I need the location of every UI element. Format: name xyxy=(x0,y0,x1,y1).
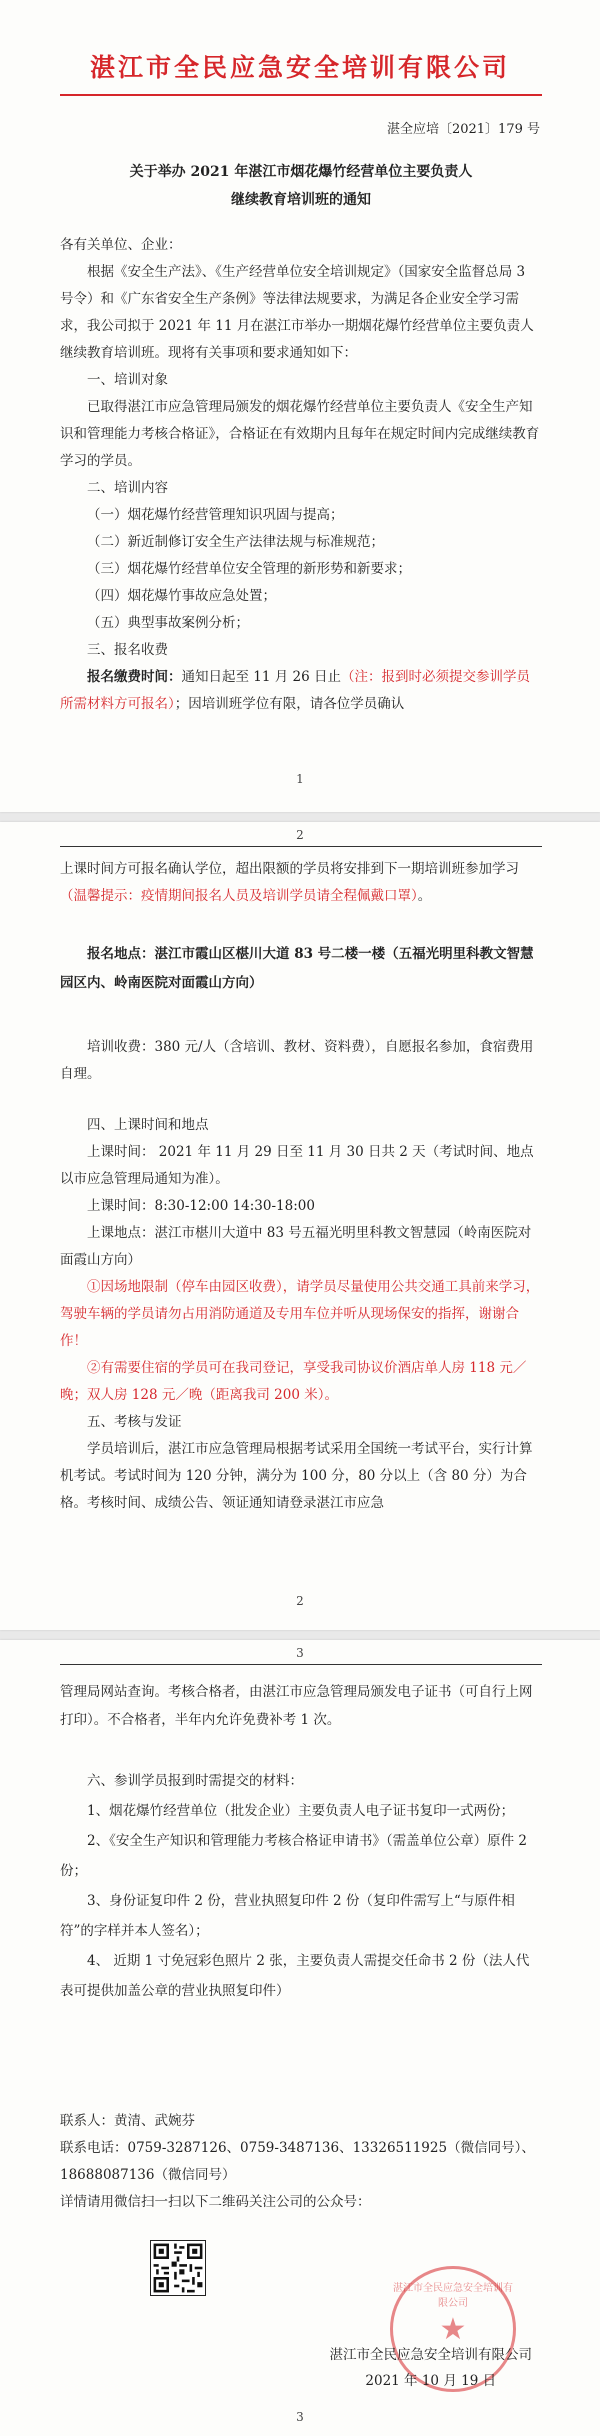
star-icon: ★ xyxy=(439,2311,467,2347)
class-hours: 上课时间：8:30-12:00 14:30-18:00 xyxy=(87,1198,315,1214)
section2-item: （四）烟花爆竹事故应急处置； xyxy=(87,588,276,604)
page-separator xyxy=(60,846,542,847)
continued-text: 管理局网站查询。考核合格者，由湛江市应急管理局颁发电子证书（可自行上网打印）。不合格者，半年内允许免费补考 1 次。 xyxy=(60,1684,533,1728)
page-number: 1 xyxy=(296,772,304,786)
fee-time-label: 报名缴费时间： xyxy=(87,669,182,685)
class-dates: 上课时间： 2021 年 11 月 29 日至 11 月 30 日共 2 天（考试时间、地点以市应急管理局通知为准）。 xyxy=(60,1144,534,1187)
seal-text: 湛江市全民应急安全培训有限公司 xyxy=(393,2283,513,2309)
fee-time: 通知日起至 11 月 26 日止 xyxy=(181,669,342,685)
page-top-number: 2 xyxy=(296,828,304,842)
contact-people: 联系人：黄清、武婉芬 xyxy=(60,2113,195,2129)
section1-text: 已取得湛江市应急管理局颁发的烟花爆竹经营单位主要负责人《安全生产知识和管理能力考核合格证》，合格证在有效期内且每年在规定时间内完成继续教育学习的学员。 xyxy=(60,399,540,469)
signing-organization: 湛江市全民应急安全培训有限公司 xyxy=(329,2347,532,2363)
registration-location: 报名地点：湛江市霞山区椹川大道 83 号二楼一楼（五福光明里科教文智慧园区内、岭南医院对面霞山方向） xyxy=(60,946,534,991)
signing-date: 2021 年 10 月 19 日 xyxy=(365,2373,497,2389)
page-top-number: 3 xyxy=(296,1646,304,1660)
fee-note: （注：报到时必须提交参训学员所需材料方可报名） xyxy=(60,669,531,712)
material-item: 2、《安全生产知识和管理能力考核合格证申请书》（需盖单位公章）原件 2 份； xyxy=(60,1833,527,1879)
parking-note: ①因场地限制（停车由园区收费），请学员尽量使用公共交通工具前来学习，驾驶车辆的学员请勿占用消防通道及专用车位并听从现场保安的指挥，谢谢合作！ xyxy=(60,1279,540,1349)
intro-paragraph: 根据《安全生产法》、《生产经营单位安全培训规定》（国家安全监督总局 3 号令）和《广东省安全生产条例》等法律法规要求，为满足各企业安全学习需求，我公司拟于 2021 年 11 月在湛江市举办一期烟花爆竹经营单位主要负责人继续教育培训班。现将有关事项和要求通知如下： xyxy=(60,264,534,361)
material-item: 1、烟花爆竹经营单位（批发企业）主要负责人电子证书复印一式两份； xyxy=(87,1803,515,1819)
section2-item: （五）典型事故案例分析； xyxy=(87,615,249,631)
page-number: 3 xyxy=(296,2410,304,2424)
wechat-instruction: 详情请用微信扫一扫以下二维码关注公司的公众号： xyxy=(60,2194,371,2210)
lodging-note: ②有需要住宿的学员可在我司登记，享受我司协议价酒店单人房 118 元／晚；双人房 128 元／晚（距离我司 200 米）。 xyxy=(60,1360,527,1403)
section2-heading: 二、培训内容 xyxy=(87,480,168,496)
salutation: 各有关单位、企业： xyxy=(60,237,182,253)
page-number: 2 xyxy=(296,1594,304,1608)
section5-heading: 五、考核与发证 xyxy=(87,1414,182,1430)
material-item: 4、 近期 1 寸免冠彩色照片 2 张，主要负责人需提交任命书 2 份（法人代表可提供加盖公章的营业执照复印件） xyxy=(60,1953,530,1999)
contact-phone: 联系电话：0759-3287126、0759-3487136、13326511925（微信同号）、18688087136（微信同号） xyxy=(60,2140,535,2183)
material-item: 3、身份证复印件 2 份，营业执照复印件 2 份（复印件需写上“与原件相符”的字样并本人签名）； xyxy=(60,1893,515,1939)
continued-text: 上课时间方可报名确认学位，超出限额的学员将安排到下一期培训班参加学习（温馨提示：疫情期间报名人员及培训学员请全程佩戴口罩）。 xyxy=(60,861,519,904)
document-page-3 xyxy=(0,1640,600,2436)
mask-reminder: （温馨提示：疫情期间报名人员及培训学员请全程佩戴口罩） xyxy=(60,888,418,904)
org-header: 湛江市全民应急安全培训有限公司 xyxy=(89,53,510,82)
document-page-1 xyxy=(0,0,600,812)
page-separator xyxy=(60,1664,542,1665)
section5-text: 学员培训后，湛江市应急管理局根据考试采用全国统一考试平台，实行计算机考试。考试时间为 120 分钟，满分为 100 分，80 分以上（含 80 分）为合格。考核时间、成绩公告、领证通知请登录湛江市应急 xyxy=(60,1441,533,1511)
section2-item: （三）烟花爆竹经营单位安全管理的新形势和新要求； xyxy=(87,561,411,577)
header-divider xyxy=(60,94,542,96)
doc-number: 湛全应培〔2021〕179 号 xyxy=(386,122,540,137)
training-fee: 培训收费：380 元/人（含培训、教材、资料费），自愿报名参加，食宿费用自理。 xyxy=(60,1039,534,1082)
section2-item: （一）烟花爆竹经营管理知识巩固与提高； xyxy=(87,507,344,523)
section3-fee-paragraph xyxy=(60,664,542,718)
class-place: 上课地点：湛江市椹川大道中 83 号五福光明里科教文智慧园（岭南医院对面霞山方向） xyxy=(60,1225,532,1268)
doc-title-line2: 继续教育培训班的通知 xyxy=(231,192,371,208)
doc-title-line1: 关于举办 2021 年湛江市烟花爆竹经营单位主要负责人 xyxy=(129,164,473,180)
section6-heading: 六、参训学员报到时需提交的材料： xyxy=(87,1773,303,1789)
section3-heading: 三、报名收费 xyxy=(87,642,168,658)
section1-heading: 一、培训对象 xyxy=(87,372,168,388)
document-page-2 xyxy=(0,822,600,1630)
section4-heading: 四、上课时间和地点 xyxy=(87,1117,209,1133)
section2-item: （二）新近制修订安全生产法律法规与标准规范； xyxy=(87,534,384,550)
fee-tail: ；因培训班学位有限，请各位学员确认 xyxy=(174,696,405,712)
qr-code-icon[interactable] xyxy=(150,2240,206,2296)
